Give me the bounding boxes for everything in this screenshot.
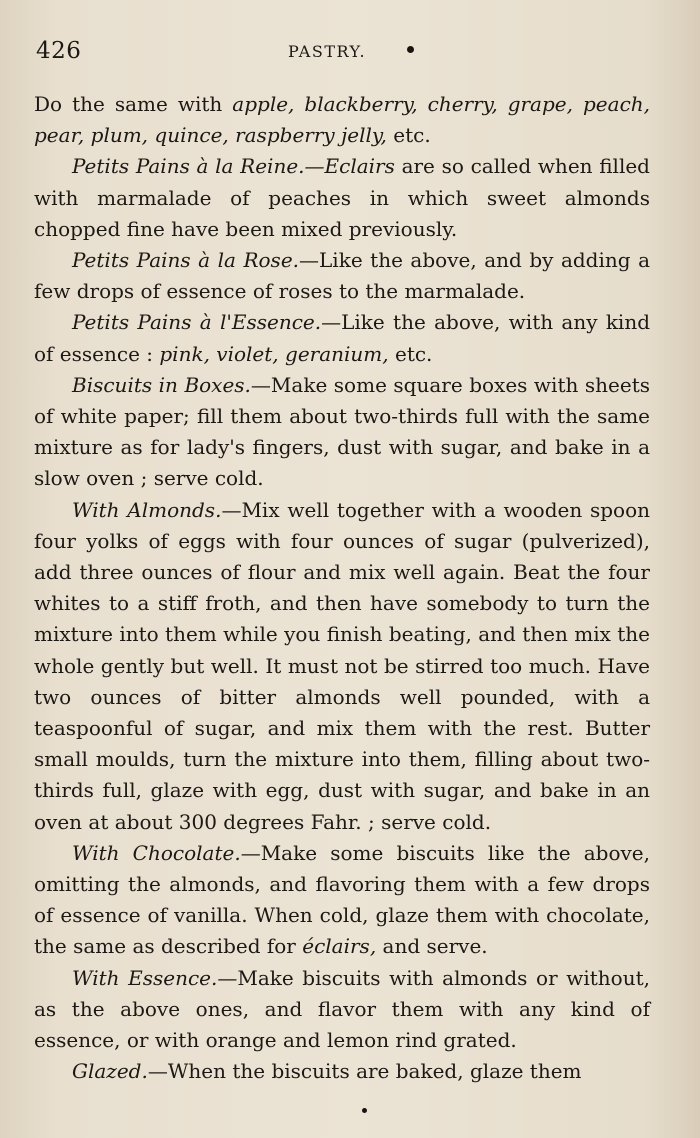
text-run: Do the same with xyxy=(34,92,233,116)
paragraph xyxy=(34,245,650,307)
italic-run: Petits Pains à l'Essence. xyxy=(72,310,322,335)
text-run: —Mix well together with a wooden spoon four yolks of eggs with four ounces of sugar (pulverized), add three ounces of flour and mix well again. Beat the four whites to a stiff froth, and then have somebody to turn the mixture into them while you finish beating, and then mix the whole gently but well. It must not be stirred too much. Have two ounces of bitter almonds well pounded, with a teaspoonful of sugar, and mix them with the rest. Butter small moulds, turn the mixture into them, filling about two-thirds full, glaze with egg, dust with sugar, and bake in an oven at about 300 degrees Fahr. ; serve cold. xyxy=(34,497,651,834)
paragraph xyxy=(34,495,650,838)
text-run: —Like the above, with any kind of essence : xyxy=(34,310,651,366)
page-header xyxy=(36,38,656,66)
text-run: —Make some biscuits like the above, omitting the almonds, and flavoring them with a few drops of essence of vanilla. When cold, glaze them with chocolate, the same as described for xyxy=(34,840,650,959)
italic-run: apple, blackberry, cherry, grape, xyxy=(232,92,573,116)
text-run: etc. xyxy=(386,123,431,148)
paragraph xyxy=(34,838,650,963)
running-head: PASTRY. xyxy=(288,42,367,61)
text-run: and serve. xyxy=(376,934,488,959)
text-run xyxy=(573,92,583,116)
italic-run: With Chocolate. xyxy=(72,840,241,865)
text-run: —Make some square boxes with sheets of white paper; fill them about two-thirds full with the same mixture as for lady's fingers, dust with sugar, and bake in a slow oven ; serve cold. xyxy=(34,372,650,491)
body-text xyxy=(34,89,650,1088)
ink-speck xyxy=(362,1108,367,1113)
paragraph xyxy=(34,307,650,369)
italic-run: éclairs, xyxy=(302,934,377,959)
italic-run: pink, violet, geranium, xyxy=(159,341,389,366)
italic-run: With Almonds. xyxy=(72,497,222,522)
italic-run: With Essence. xyxy=(72,965,218,990)
paragraph xyxy=(34,89,650,151)
text-run: are so called when filled with marmalade of peaches in which sweet almonds chopped fine have been mixed previously. xyxy=(34,154,650,241)
italic-run: Petits Pains à la Rose. xyxy=(72,248,300,273)
italic-run: Petits Pains à la Reine.—Eclairs xyxy=(72,154,395,179)
paragraph xyxy=(34,151,650,245)
text-run: —When the biscuits are baked, glaze them xyxy=(147,1059,582,1084)
paragraph xyxy=(34,1056,650,1087)
paragraph xyxy=(34,963,650,1057)
italic-run: Glazed. xyxy=(72,1059,148,1084)
italic-run: peach, pear, plum, quince, raspberry jelly, xyxy=(34,92,651,148)
ink-speck xyxy=(407,46,414,53)
page-number: 426 xyxy=(36,38,82,64)
italic-run: Biscuits in Boxes. xyxy=(72,372,251,397)
paragraph xyxy=(34,370,650,495)
text-run: etc. xyxy=(388,341,433,366)
text-run: —Make biscuits with almonds or without, as the above ones, and flavor them with any kind of essence, or with orange and lemon rind grated. xyxy=(34,965,650,1053)
text-run: —Like the above, and by adding a few drops of essence of roses to the marmalade. xyxy=(34,248,650,304)
